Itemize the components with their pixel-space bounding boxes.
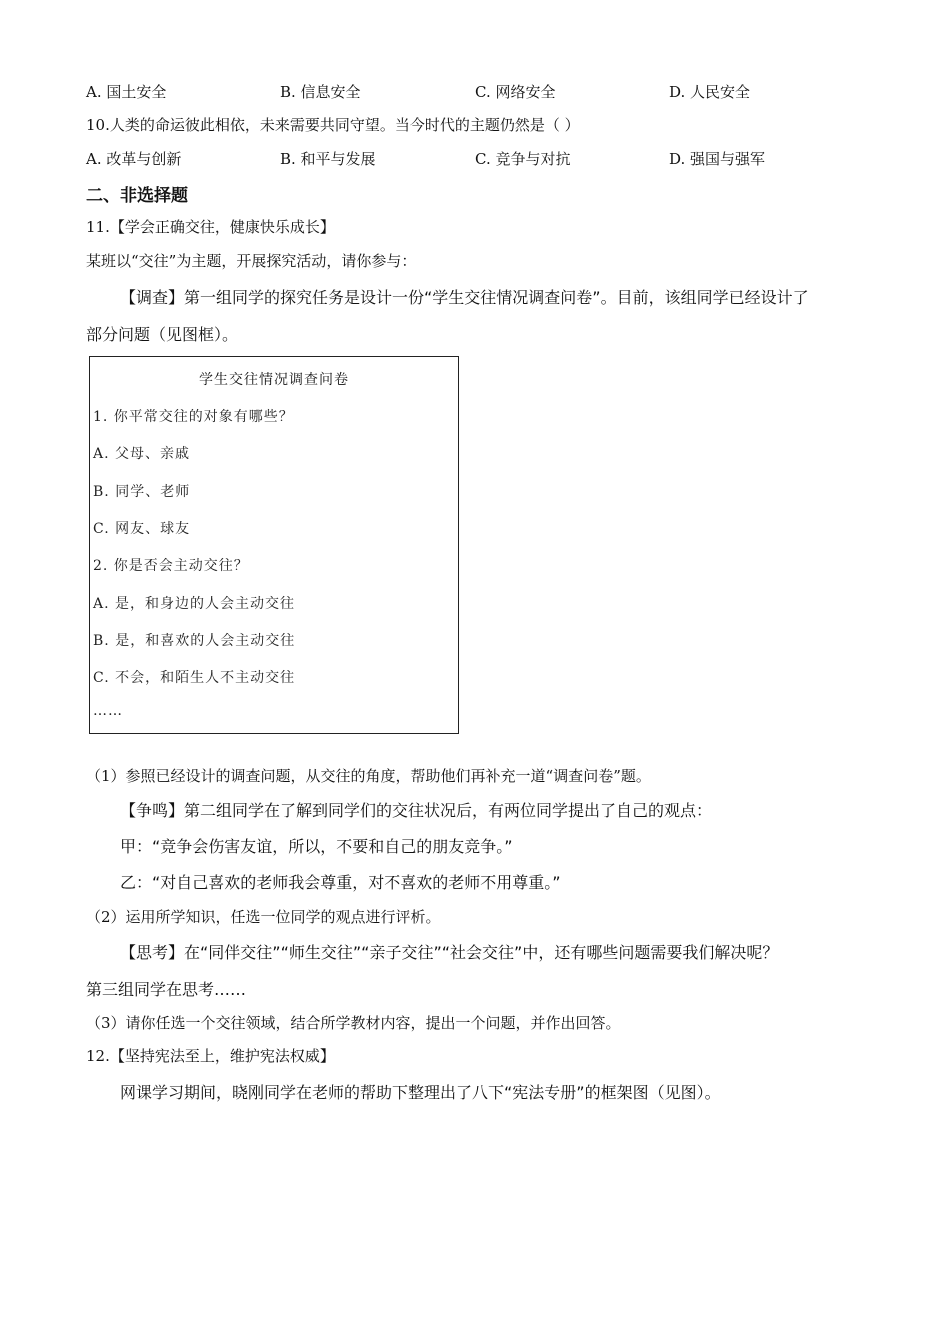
q10-stem: 10.人类的命运彼此相依，未来需要共同守望。当今时代的主题仍然是（ ）: [86, 116, 580, 134]
q11-intro: 某班以“交往”为主题，开展探究活动，请你参与：: [86, 252, 417, 270]
q11-think-line2: 第三组同学在思考……: [86, 980, 247, 999]
q11-title: 11.【学会正确交往，健康快乐成长】: [86, 218, 335, 236]
q9-option-a: A. 国土安全: [86, 83, 167, 101]
q12-line1: 网课学习期间，晓刚同学在老师的帮助下整理出了八下“宪法专册”的框架图（见图）。: [120, 1083, 721, 1102]
questionnaire-line: 2. 你是否会主动交往？: [93, 558, 249, 574]
q10-option-b: B. 和平与发展: [280, 150, 376, 168]
section-heading: 二、非选择题: [86, 186, 188, 206]
questionnaire-line: ……: [93, 703, 123, 719]
q10-option-d: D. 强国与强军: [669, 150, 766, 168]
q11-survey-line2: 部分问题（见图框）。: [86, 325, 239, 344]
questionnaire-line: 1. 你平常交往的对象有哪些？: [93, 409, 294, 425]
questionnaire-title: 学生交往情况调查问卷: [199, 372, 349, 388]
q10-option-a: A. 改革与创新: [86, 150, 182, 168]
q12-title: 12.【坚持宪法至上，维护宪法权威】: [86, 1047, 335, 1065]
q11-jia: 甲：“竞争会伤害友谊，所以，不要和自己的朋友竞争。”: [120, 837, 513, 856]
q9-option-c: C. 网络安全: [475, 83, 556, 101]
questionnaire-line: B. 同学、老师: [93, 484, 191, 500]
q11-debate-intro: 【争鸣】第二组同学在了解到同学们的交往状况后，有两位同学提出了自己的观点：: [120, 801, 713, 820]
questionnaire-line: B. 是，和喜欢的人会主动交往: [93, 633, 296, 649]
questionnaire-line: A. 是，和身边的人会主动交往: [93, 596, 296, 612]
q11-sub2: （2）运用所学知识，任选一位同学的观点进行评析。: [86, 908, 441, 926]
q9-option-d: D. 人民安全: [669, 83, 751, 101]
q11-sub1: （1）参照已经设计的调查问题，从交往的角度，帮助他们再补充一道“调查问卷”题。: [86, 767, 651, 785]
q11-think-line1: 【思考】在“同伴交往”“师生交往”“亲子交往”“社会交往”中，还有哪些问题需要我们解决呢？: [120, 943, 779, 962]
questionnaire-line: C. 网友、球友: [93, 521, 191, 537]
questionnaire-line: A. 父母、亲戚: [93, 446, 191, 462]
q11-yi: 乙：“对自己喜欢的老师我会尊重，对不喜欢的老师不用尊重。”: [120, 873, 561, 892]
q9-option-b: B. 信息安全: [280, 83, 361, 101]
q11-sub3: （3）请你任选一个交往领域，结合所学教材内容，提出一个问题，并作出回答。: [86, 1014, 621, 1032]
q11-survey-line1: 【调查】第一组同学的探究任务是设计一份“学生交往情况调查问卷”。目前，该组同学已经设计了: [120, 288, 809, 307]
questionnaire-box: [89, 356, 459, 734]
questionnaire-line: C. 不会，和陌生人不主动交往: [93, 670, 296, 686]
q10-option-c: C. 竞争与对抗: [475, 150, 571, 168]
